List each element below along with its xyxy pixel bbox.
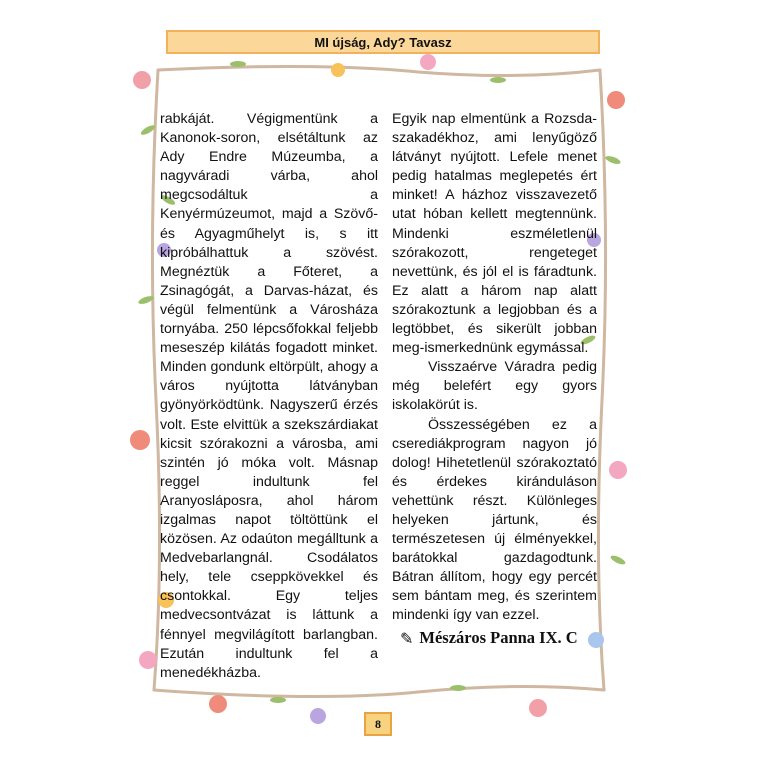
article-right-column: [392, 110, 597, 626]
pencil-icon: ✎: [400, 628, 414, 648]
right-paragraph-2: Visszaérve Váradra pedig még belefért egy gyors iskolakörút is.: [392, 359, 597, 414]
page-number: 8: [375, 716, 381, 731]
article-content: [160, 92, 600, 681]
left-column-text: rabkáját. Végigmentünk a Kanonok-soron, elsétáltunk az Ady Endre Múzeumba, a nagyváradi várba, ahol megcsodáltuk a Kenyérmúzeumot, majd a Szövő- és Agyagműhelyt is, s itt kipróbálhattuk a szövést. Megnéztük a Főteret, a Zsinagógát, a Darvas-házat, és végül felmentünk a Városháza tornyába. 250 lépcsőfokkal feljebb meseszép kilátás fogadott minket. Minden gondunk eltörpült, ahogy a város nyújtotta látványban gyönyörködtünk. Nagyszerű érzés volt. Este elvittük a szekszárdiakat kicsit szórakozni a városba, ami szintén jó móka volt. Másnap reggel indultunk fel Aranyosláposra, ahol három izgalmas napot töltöttünk el közösen. Az odaúton megálltunk a Medvebarlangnál. Csodálatos hely, tele cseppkövekkel és csontokkal. Egy teljes medvecsontvázat is láttunk a fénnyel megvilágított barlangban. Ezután indultunk fel a menedékházba.: [160, 111, 378, 681]
author-name: Mészáros Panna IX. C: [419, 628, 578, 647]
author-signature: [400, 628, 592, 648]
article-left-column: [160, 110, 378, 683]
page-title: MI újság, Ady? Tavasz: [314, 34, 452, 50]
right-paragraph-3: Összességében ez a cserediákprogram nagyon jó dolog! Hihetetlenül szórakoztató és érdekes kiránduláson vehettünk részt. Különleges helyeken jártunk, és természetesen új élményekkel, barátokkal gazdagodtunk. Bátran állítom, hogy egy percét sem bántam meg, és szerintem mindenki így van ezzel.: [392, 416, 597, 624]
page-number-box: [364, 712, 392, 736]
header-bar: [166, 30, 600, 54]
right-paragraph-1: Egyik nap elmentünk a Rozsda- szakadékhoz, ami lenyűgöző látványt nyújtott. Lefele menet pedig hatalmas meglepetés ért minket! A házhoz visszavezető utat hóban kellett megtennünk. Mindenki eszméletlenül szórakozott, rengeteget nevettünk, és jól el is fáradtunk. Ez alatt a három nap alatt szórakoztunk a legjobban és a legtöbbet, és sikerült jobban meg-ismerkednünk egymással.: [392, 111, 597, 357]
